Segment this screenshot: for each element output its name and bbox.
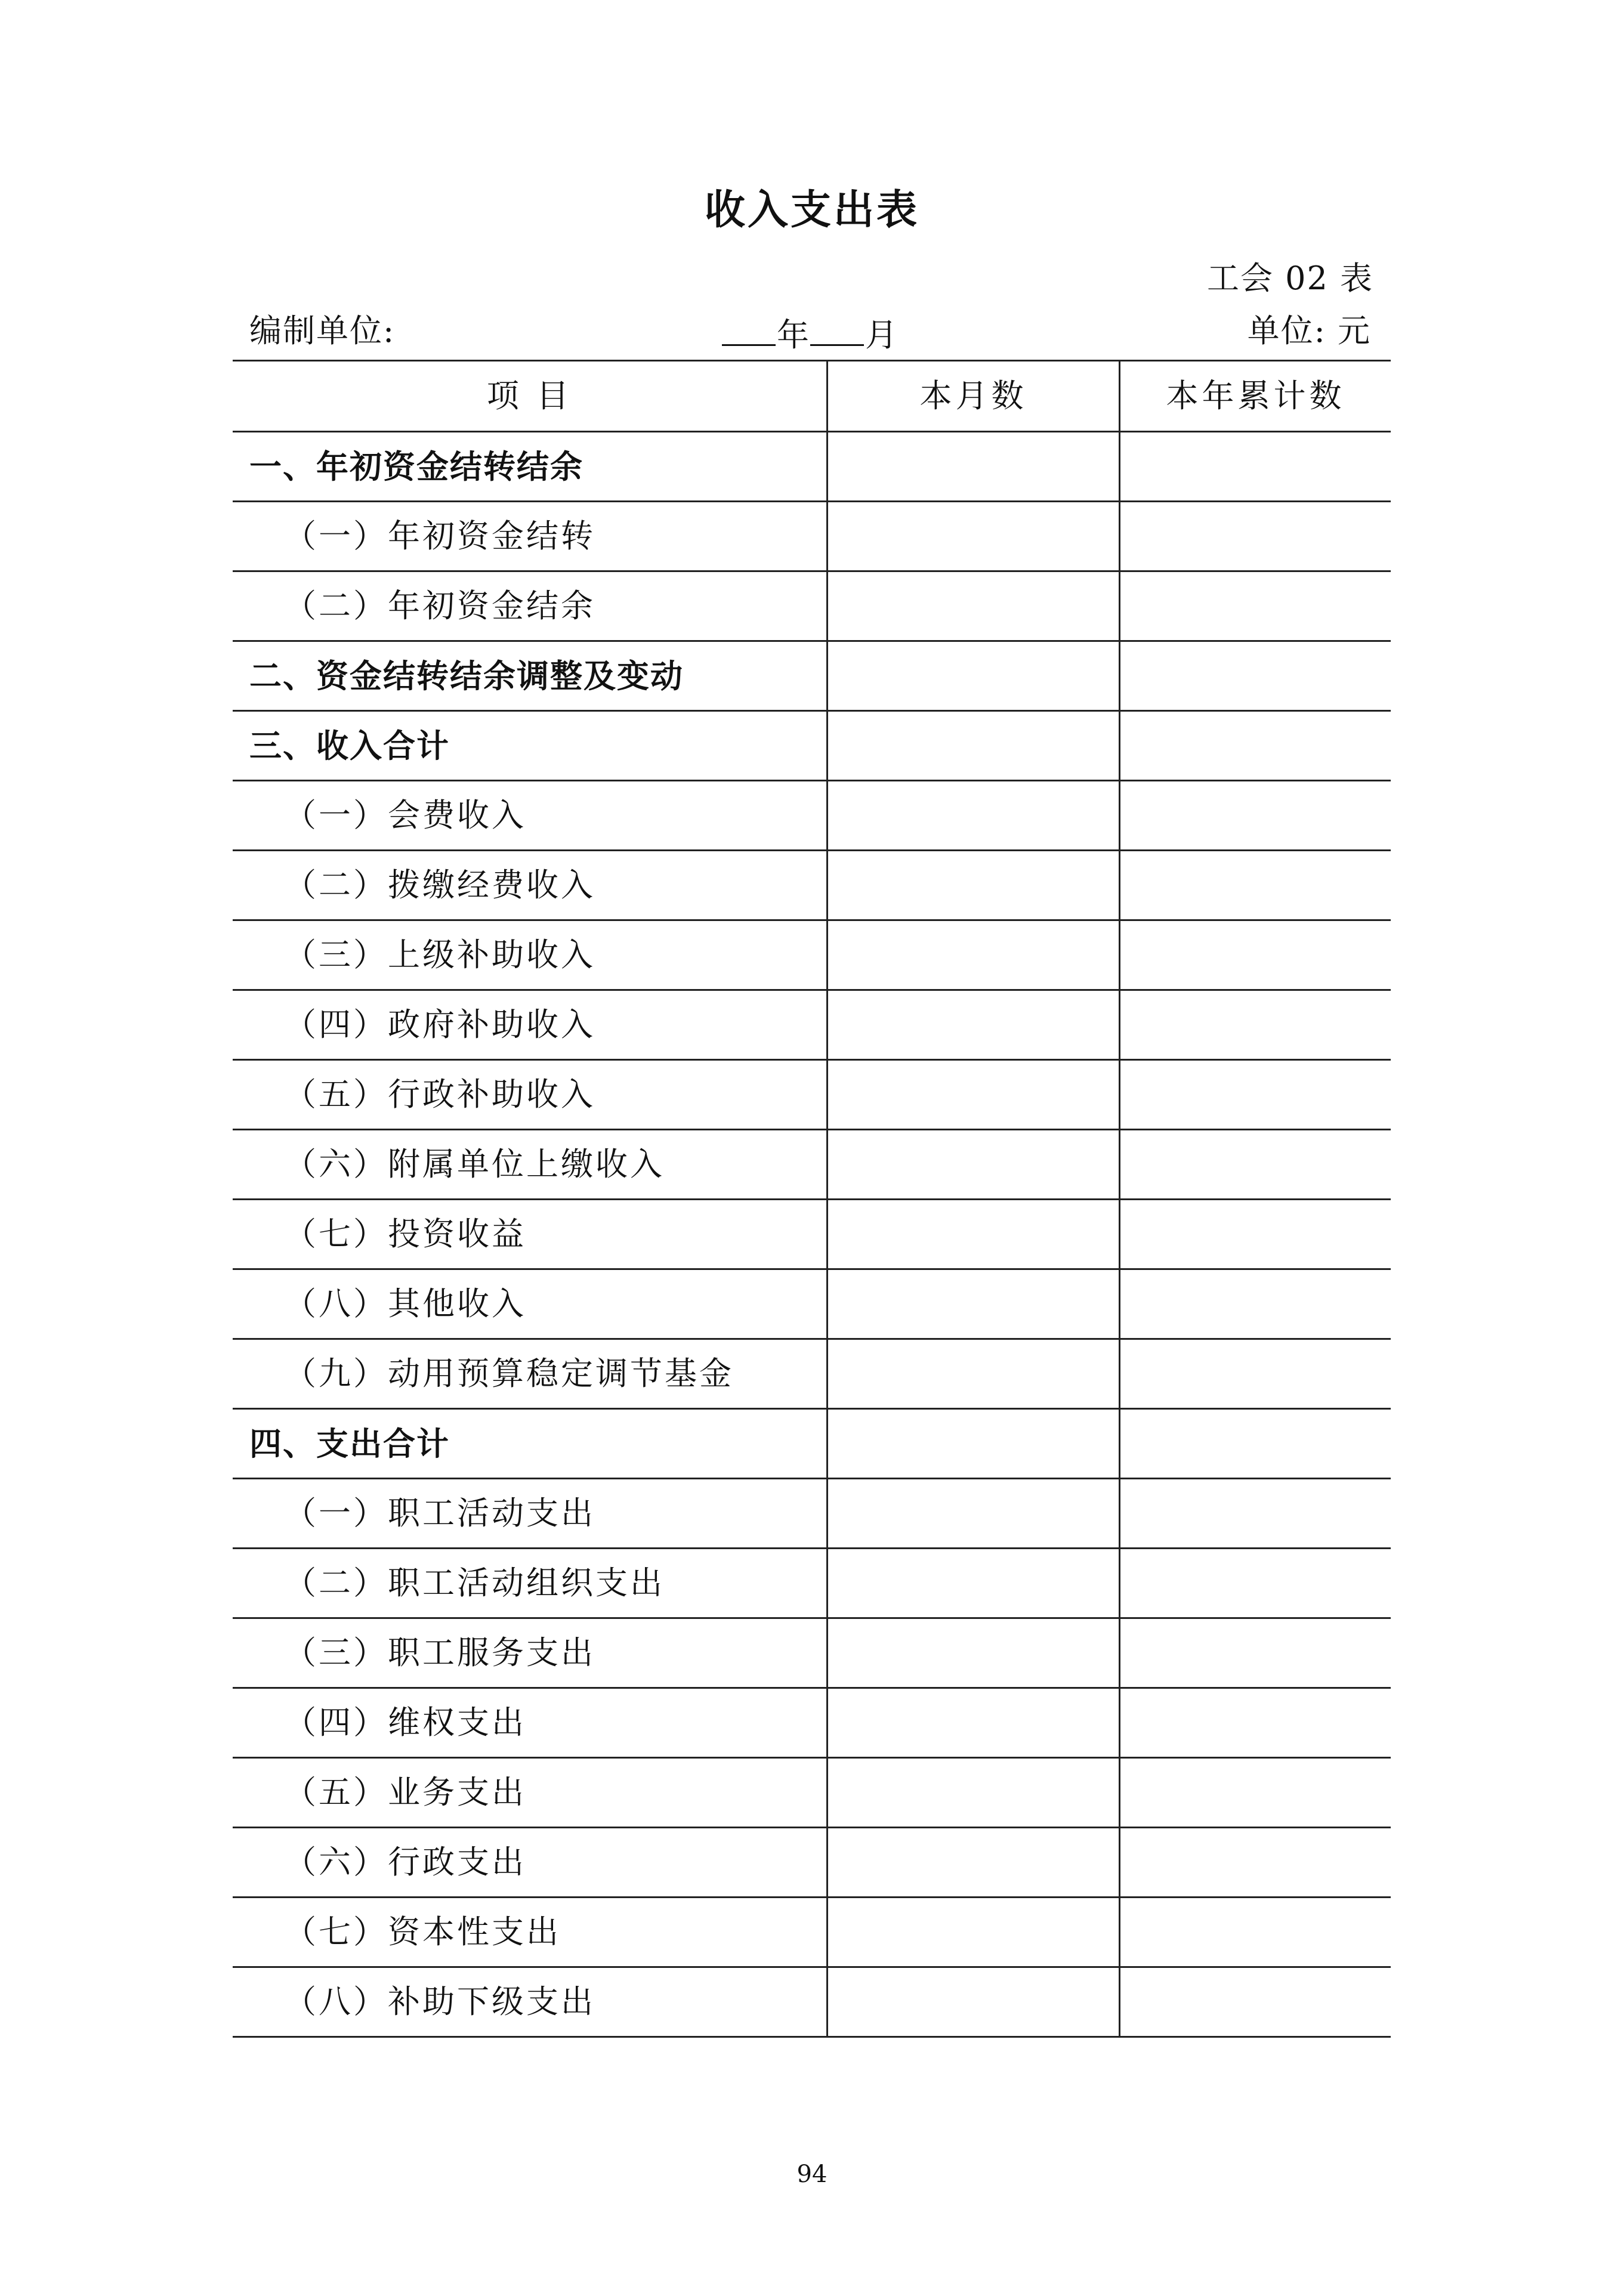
row-item-label: （五）业务支出	[233, 1758, 828, 1828]
row-item-label: （六）行政支出	[233, 1828, 828, 1898]
row-item-label: 四、支出合计	[233, 1409, 828, 1479]
row-month-value	[828, 1409, 1120, 1479]
row-year-to-date-value	[1120, 432, 1391, 502]
table-row	[233, 641, 1391, 711]
year-label: 年	[777, 316, 809, 354]
row-month-value	[828, 1479, 1120, 1549]
row-item-label: （一）年初资金结转	[233, 502, 828, 571]
row-month-value	[828, 1269, 1120, 1339]
row-year-to-date-value	[1120, 1967, 1391, 2037]
table-row	[233, 1688, 1391, 1758]
row-item-label: （三）上级补助收入	[233, 920, 828, 990]
table-row	[233, 711, 1391, 781]
row-month-value	[828, 990, 1120, 1060]
row-year-to-date-value	[1120, 920, 1391, 990]
table-row	[233, 1409, 1391, 1479]
table-row	[233, 920, 1391, 990]
table-row	[233, 432, 1391, 502]
table-header-row	[233, 361, 1391, 432]
table-row	[233, 502, 1391, 571]
row-month-value	[828, 851, 1120, 920]
row-item-label: （七）投资收益	[233, 1200, 828, 1269]
row-month-value	[828, 1618, 1120, 1688]
table-row	[233, 1130, 1391, 1200]
table-row	[233, 990, 1391, 1060]
row-month-value	[828, 711, 1120, 781]
row-year-to-date-value	[1120, 1269, 1391, 1339]
row-month-value	[828, 1688, 1120, 1758]
row-item-label: （四）政府补助收入	[233, 990, 828, 1060]
row-item-label: 三、收入合计	[233, 711, 828, 781]
row-year-to-date-value	[1120, 1618, 1391, 1688]
row-year-to-date-value	[1120, 1549, 1391, 1618]
row-month-value	[828, 1339, 1120, 1409]
row-year-to-date-value	[1120, 1409, 1391, 1479]
row-month-value	[828, 1060, 1120, 1130]
table-row	[233, 1967, 1391, 2037]
row-year-to-date-value	[1120, 990, 1391, 1060]
row-month-value	[828, 1200, 1120, 1269]
row-year-to-date-value	[1120, 1758, 1391, 1828]
row-year-to-date-value	[1120, 502, 1391, 571]
row-item-label: （六）附属单位上缴收入	[233, 1130, 828, 1200]
row-item-label: （九）动用预算稳定调节基金	[233, 1339, 828, 1409]
table-row	[233, 1060, 1391, 1130]
table-row	[233, 1758, 1391, 1828]
table-body	[233, 432, 1391, 2037]
table-row	[233, 1828, 1391, 1898]
header-item: 项 目	[233, 361, 828, 432]
row-month-value	[828, 1828, 1120, 1898]
row-year-to-date-value	[1120, 1898, 1391, 1967]
table-row	[233, 1339, 1391, 1409]
row-item-label: （一）会费收入	[233, 781, 828, 851]
row-year-to-date-value	[1120, 851, 1391, 920]
header-year-to-date: 本年累计数	[1120, 361, 1391, 432]
table-row	[233, 781, 1391, 851]
row-item-label: （一）职工活动支出	[233, 1479, 828, 1549]
table-row	[233, 571, 1391, 641]
row-item-label: （二）拨缴经费收入	[233, 851, 828, 920]
page-number: 94	[796, 2161, 828, 2188]
table-row	[233, 1479, 1391, 1549]
table-row	[233, 1618, 1391, 1688]
month-blank	[810, 313, 864, 346]
table-row	[233, 1269, 1391, 1339]
row-year-to-date-value	[1120, 1688, 1391, 1758]
row-year-to-date-value	[1120, 571, 1391, 641]
row-month-value	[828, 1549, 1120, 1618]
row-month-value	[828, 502, 1120, 571]
form-number: 工会 02 表	[1206, 259, 1373, 297]
row-item-label: （三）职工服务支出	[233, 1618, 828, 1688]
row-month-value	[828, 1758, 1120, 1828]
currency-unit-label: 单位: 元	[1247, 312, 1371, 350]
row-item-label: 二、资金结转结余调整及变动	[233, 641, 828, 711]
row-item-label: （七）资本性支出	[233, 1898, 828, 1967]
row-item-label: （四）维权支出	[233, 1688, 828, 1758]
row-year-to-date-value	[1120, 1339, 1391, 1409]
row-month-value	[828, 920, 1120, 990]
row-year-to-date-value	[1120, 641, 1391, 711]
row-year-to-date-value	[1120, 1060, 1391, 1130]
row-month-value	[828, 432, 1120, 502]
year-blank	[722, 313, 776, 346]
row-item-label: （五）行政补助收入	[233, 1060, 828, 1130]
month-label: 月	[865, 316, 897, 354]
report-meta-row	[249, 312, 1371, 354]
row-month-value	[828, 1967, 1120, 2037]
row-item-label: （八）其他收入	[233, 1269, 828, 1339]
row-item-label: （二）年初资金结余	[233, 571, 828, 641]
row-year-to-date-value	[1120, 1828, 1391, 1898]
row-year-to-date-value	[1120, 1200, 1391, 1269]
row-month-value	[828, 571, 1120, 641]
row-year-to-date-value	[1120, 781, 1391, 851]
row-month-value	[828, 641, 1120, 711]
row-month-value	[828, 781, 1120, 851]
preparer-label: 编制单位:	[249, 312, 396, 350]
table-row	[233, 1200, 1391, 1269]
row-item-label: （八）补助下级支出	[233, 1967, 828, 2037]
table-row	[233, 851, 1391, 920]
report-period	[722, 313, 899, 353]
row-item-label: 一、年初资金结转结余	[233, 432, 828, 502]
row-year-to-date-value	[1120, 1479, 1391, 1549]
table-row	[233, 1549, 1391, 1618]
header-month: 本月数	[828, 361, 1120, 432]
row-month-value	[828, 1130, 1120, 1200]
table-row	[233, 1898, 1391, 1967]
income-expense-table	[233, 360, 1391, 2038]
row-year-to-date-value	[1120, 711, 1391, 781]
row-item-label: （二）职工活动组织支出	[233, 1549, 828, 1618]
row-year-to-date-value	[1120, 1130, 1391, 1200]
row-month-value	[828, 1898, 1120, 1967]
page-title: 收入支出表	[704, 186, 919, 234]
